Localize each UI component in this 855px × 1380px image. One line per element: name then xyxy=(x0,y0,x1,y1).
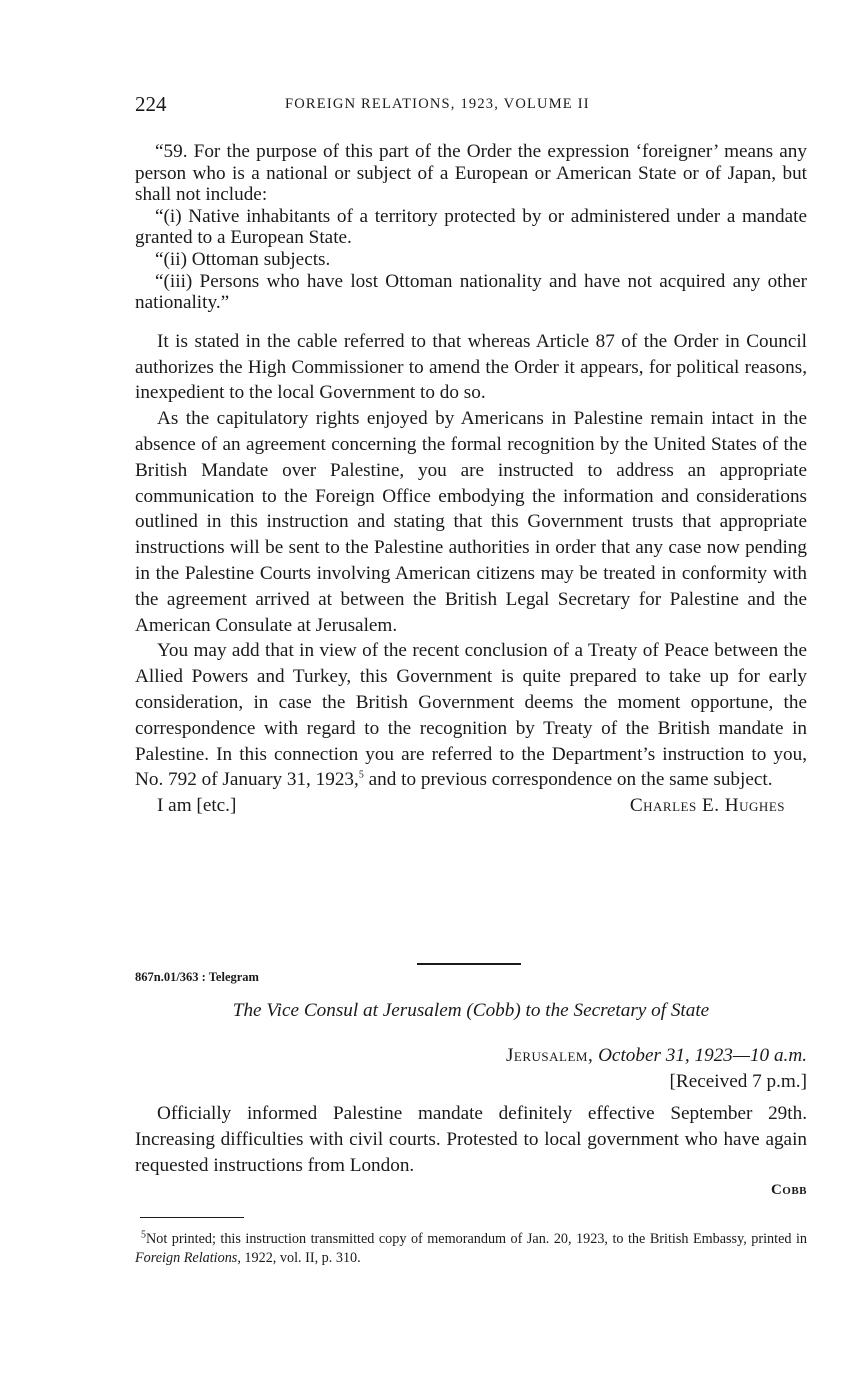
body-paragraph-3-end: and to previous correspondence on the same subject. xyxy=(363,769,773,791)
quote-item-iii: “(iii) Persons who have lost Ottoman nationality and have not acquired any other nationality.” xyxy=(135,270,807,314)
dateline-place: Jerusalem, xyxy=(505,1045,594,1066)
footnote-text xyxy=(135,1230,807,1267)
quote-item-i: “(i) Native inhabitants of a territory protected by or administered under a mandate granted to a European State. xyxy=(135,205,807,249)
running-title: FOREIGN RELATIONS, 1923, VOLUME II xyxy=(285,96,590,112)
telegram-signer: Cobb xyxy=(770,1182,807,1198)
signature-row xyxy=(135,793,807,819)
body-paragraph-3 xyxy=(135,638,807,793)
footnote-text-end: , 1922, vol. II, p. 310. xyxy=(237,1249,361,1266)
quoted-order-section xyxy=(135,141,807,314)
section-divider xyxy=(417,963,521,965)
body-paragraph-1: It is stated in the cable referred to that whereas Article 87 of the Order in Council authorizes the High Commissioner to amend the Order it appears, for political reasons, inexpedient to the local Government to do so. xyxy=(135,330,807,404)
instruction-body xyxy=(135,329,807,793)
signer-name: Charles E. Hughes xyxy=(629,795,785,817)
received-note: [Received 7 p.m.] xyxy=(669,1071,807,1092)
body-paragraph-2: As the capitulatory rights enjoyed by Americans in Palestine remain intact in the absence of an agreement concerning the formal recognition by the United States of the British Mandate over Palestine, you are instructed to address an appropriate communication to the Foreign Office embodying the information and considerations outlined in this instruction and stating that this Government trusts that appropriate instructions will be sent to the Palestine authorities in order that any case now pending in the Palestine Courts involving American citizens may be treated in conformity with the agreement arrived at between the British Legal Secretary for Palestine and the American Consulate at Jerusalem. xyxy=(135,408,807,636)
document-title: The Vice Consul at Jerusalem (Cobb) to the Secretary of State xyxy=(232,1000,710,1021)
page-body xyxy=(135,88,807,819)
dateline xyxy=(506,1045,807,1067)
running-head xyxy=(135,88,807,118)
telegram-text: Officially informed Palestine mandate definitely effective September 29th. Increasing difficulties with civil courts. Protested to local government who have again requested instructions from London. xyxy=(135,1103,807,1176)
footnote xyxy=(135,1230,807,1267)
footnote-mark: 5 xyxy=(141,1229,146,1241)
quote-para-59: “59. For the purpose of this part of the Order the expression ‘foreigner’ means any person who is a national or subject of a European or American State or of Japan, but shall not include: xyxy=(135,141,807,206)
footnote-divider xyxy=(140,1217,244,1218)
body-paragraph-3-text: You may add that in view of the recent conclusion of a Treaty of Peace between the Allied Powers and Turkey, this Government is quite prepared to take up for early consideration, in case the British Government deems the moment opportune, the correspondence with regard to the recognition by Treaty of the British mandate in Palestine. In this connection you are referred to the Department’s instruction to you, No. 792 of January 31, 1923, xyxy=(135,640,807,791)
page-number: 224 xyxy=(135,92,167,116)
footnote-text-start: Not printed; this instruction transmitted copy of memorandum of Jan. 20, 1923, to the British Embassy, printed in xyxy=(146,1231,807,1247)
file-number: 867n.01/363 : Telegram xyxy=(135,970,259,984)
quote-item-ii: “(ii) Ottoman subjects. xyxy=(155,248,331,270)
dateline-date: October 31, 1923—10 a.m. xyxy=(598,1045,807,1066)
footnote-italic-title: Foreign Relations xyxy=(135,1249,238,1266)
telegram-text-block xyxy=(135,1101,807,1178)
footnote-reference: 5 xyxy=(358,769,364,781)
closing-phrase: I am [etc.] xyxy=(157,795,237,817)
